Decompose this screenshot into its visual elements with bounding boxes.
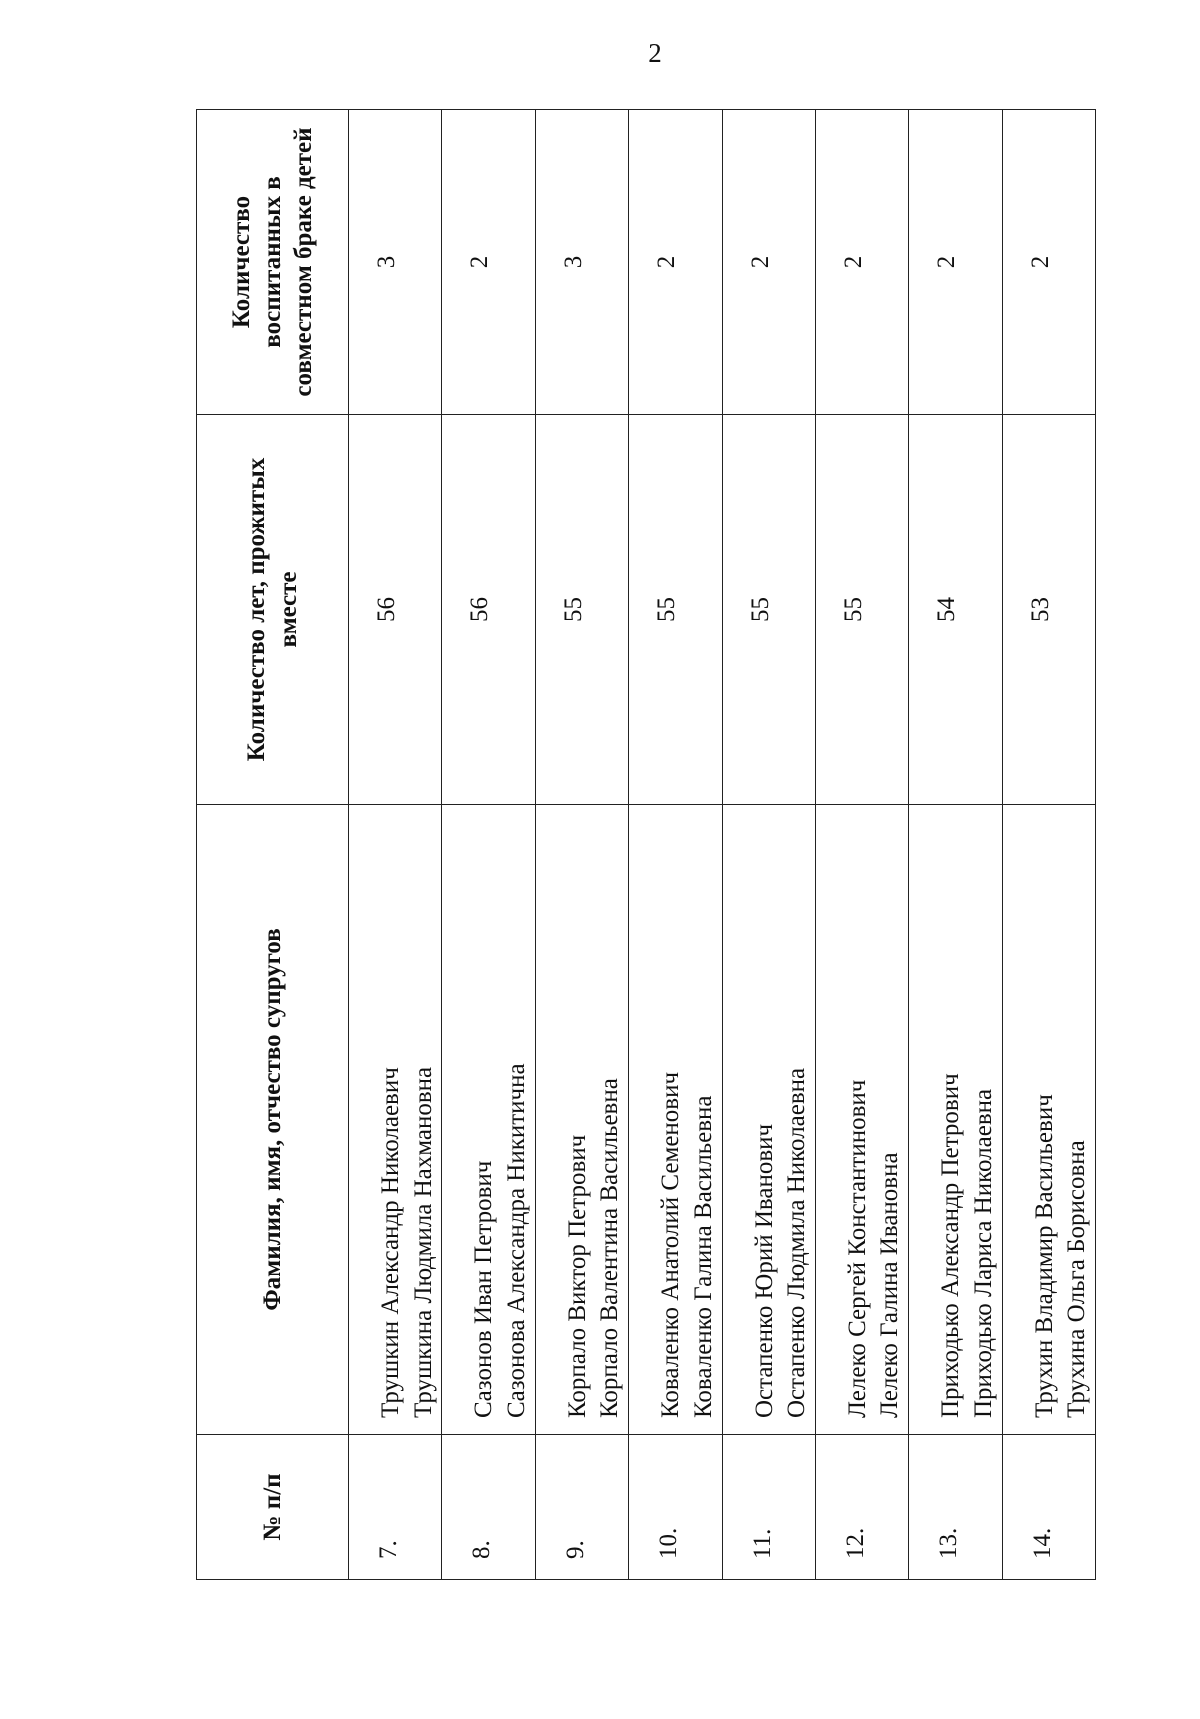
row-kids: 2 [815,110,908,415]
row-names [815,805,908,1435]
wife-name: Сазонова Александра Никитична [502,1063,530,1418]
husband-name: Сазонов Иван Петрович [470,1160,498,1418]
row-names [535,805,628,1435]
row-num: 7. [349,1435,442,1580]
wife-name: Приходько Лариса Николаевна [969,1088,997,1418]
wife-name: Лелеко Галина Ивановна [876,1152,904,1418]
wife-name: Трушкина Людмила Нахмановна [409,1066,437,1418]
table-row [535,110,628,1580]
husband-name: Трухин Владимир Васильевич [1030,1094,1058,1418]
table-row [722,110,815,1580]
wife-name: Трухина Ольга Борисовна [1063,1140,1091,1418]
row-num: 13. [909,1435,1002,1580]
wife-name: Коваленко Галина Васильевна [689,1095,717,1418]
row-kids: 3 [349,110,442,415]
row-names [1002,805,1095,1435]
couples-table [196,109,1096,1580]
row-kids: 2 [722,110,815,415]
table-row [815,110,908,1580]
table-header-row [197,110,349,1580]
row-years: 53 [1002,415,1095,805]
row-years: 55 [722,415,815,805]
row-num: 8. [442,1435,535,1580]
row-num: 11. [722,1435,815,1580]
row-names [442,805,535,1435]
header-names: Фамилия, имя, отчество супругов [197,805,349,1435]
row-num: 9. [535,1435,628,1580]
table-row [909,110,1002,1580]
header-kids: Количество воспитанных в совместном браке детей [197,110,349,415]
row-years: 56 [442,415,535,805]
row-years: 55 [629,415,722,805]
table-row [1002,110,1095,1580]
row-years: 55 [815,415,908,805]
row-num: 14. [1002,1435,1095,1580]
page-number: 2 [648,38,662,68]
row-years: 56 [349,415,442,805]
row-names [629,805,722,1435]
table-row [442,110,535,1580]
wife-name: Корпало Валентина Васильевна [596,1078,624,1418]
husband-name: Трушкин Александр Николаевич [377,1067,404,1418]
husband-name: Лелеко Сергей Константинович [843,1079,871,1418]
row-kids: 2 [442,110,535,415]
row-years: 55 [535,415,628,805]
row-kids: 2 [1002,110,1095,415]
wife-name: Остапенко Людмила Николаевна [783,1067,810,1418]
row-names [349,805,442,1435]
table-container [196,110,1096,1580]
table-row [629,110,722,1580]
husband-name: Остапенко Юрий Иванович [750,1123,778,1418]
row-num: 10. [629,1435,722,1580]
row-num: 12. [815,1435,908,1580]
row-kids: 3 [535,110,628,415]
header-num: № п/п [197,1435,349,1580]
table-row [349,110,442,1580]
husband-name: Корпало Виктор Петрович [563,1134,591,1418]
husband-name: Приходько Александр Петрович [937,1073,965,1418]
header-years: Количество лет, прожитых вместе [197,415,349,805]
row-names [909,805,1002,1435]
husband-name: Коваленко Анатолий Семенович [657,1071,685,1418]
row-names [722,805,815,1435]
row-years: 54 [909,415,1002,805]
row-kids: 2 [629,110,722,415]
row-kids: 2 [909,110,1002,415]
